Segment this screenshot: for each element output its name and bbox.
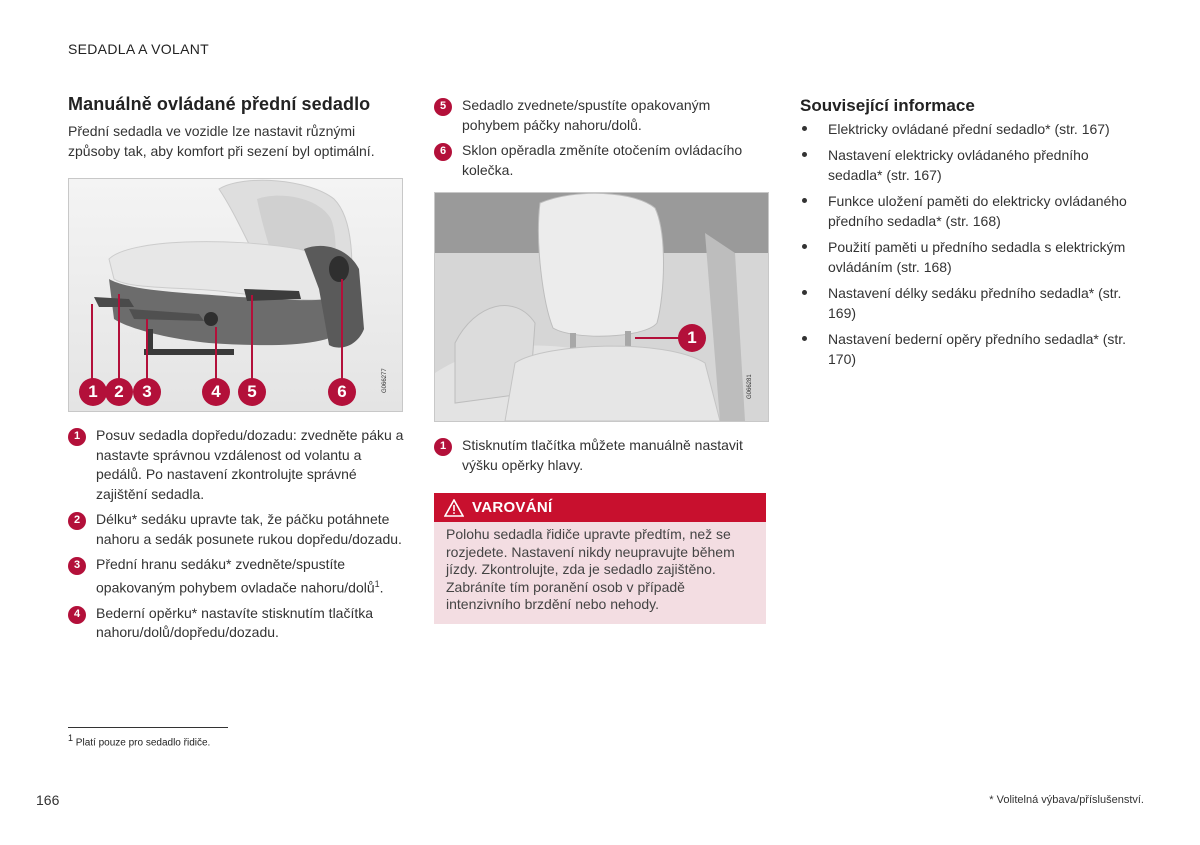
related-link-text[interactable]: Elektricky ovládané přední sedadlo* (str. 167): [828, 121, 1110, 137]
step-text: Sedadlo zvednete/spustíte opakovaným pohybem páčky nahoru/dolů.: [462, 97, 711, 133]
footnote-divider: [68, 727, 228, 728]
warning-box: [434, 493, 766, 624]
headrest-figure: [434, 192, 769, 422]
related-link[interactable]: [800, 283, 1130, 323]
related-link[interactable]: [800, 191, 1130, 231]
callout-headrest-1: 1: [678, 324, 706, 352]
list-item: [434, 96, 768, 135]
seat-illustration: [69, 179, 402, 411]
list-item: [434, 436, 768, 475]
related-link-text[interactable]: Funkce uložení paměti do elektricky ovládaného předního sedadla* (str. 168): [828, 193, 1127, 229]
footnote-text: Platí pouze pro sedadlo řidiče.: [75, 737, 211, 749]
callout-3: 3: [133, 378, 161, 406]
related-info-title: Související informace: [800, 96, 975, 115]
step-text: Délku* sedáku upravte tak, že páčku potáhnete nahoru a sedák posunete rukou dopředu/dozadu.: [96, 511, 402, 547]
bullet-icon: [802, 336, 807, 341]
step-number-badge: 4: [68, 606, 86, 624]
bullet-icon: [802, 126, 807, 131]
step-text: Posuv sedadla dopředu/dozadu: zvedněte páku a nastavte správnou vzdálenost od volantu a pedálů. Po nastavení zkontrolujte správné zajištění sedadla.: [96, 427, 404, 502]
column-middle: [434, 96, 768, 624]
callout-1: 1: [79, 378, 107, 406]
callout-2: 2: [105, 378, 133, 406]
related-link[interactable]: [800, 145, 1130, 185]
section-title: Manuálně ovládané přední sedadlo: [68, 94, 371, 114]
step-text: Přední hranu sedáku* zvedněte/spustíte opakovaným pohybem ovladače nahoru/dolů: [96, 556, 375, 596]
step-number-badge: 3: [68, 557, 86, 575]
bullet-icon: [802, 198, 807, 203]
step-text: Sklon opěradla změníte otočením ovládacího kolečka.: [462, 142, 743, 178]
page-number: 166: [36, 792, 60, 808]
related-link-text[interactable]: Nastavení délky sedáku předního sedadla* (str. 169): [828, 285, 1122, 321]
steps-list-1-4: [68, 426, 404, 643]
list-item: [68, 510, 404, 549]
optional-equipment-note: * Volitelná výbava/příslušenství.: [989, 794, 1144, 806]
warning-triangle-icon: [444, 499, 464, 517]
step-text: Stisknutím tlačítka můžete manuálně nastavit výšku opěrky hlavy.: [462, 437, 743, 473]
related-link[interactable]: [800, 119, 1130, 139]
column-left: [68, 94, 404, 649]
footnote-number: 1: [68, 733, 74, 743]
footnote: [68, 733, 210, 748]
step-number-badge: 6: [434, 143, 452, 161]
column-right: [800, 96, 1130, 375]
steps-list-5-6: [434, 96, 768, 180]
headrest-illustration: [435, 193, 768, 421]
list-item: [434, 141, 768, 180]
warning-title: VAROVÁNÍ: [472, 499, 553, 516]
related-link[interactable]: [800, 329, 1130, 369]
footnote-ref: 1: [374, 578, 380, 589]
list-item: [68, 555, 404, 598]
seat-controls-figure: [68, 178, 403, 412]
step-text-end: .: [379, 579, 384, 596]
headrest-step-list: [434, 436, 768, 475]
related-info-list: [800, 119, 1130, 369]
warning-text: Polohu sedadla řidiče upravte předtím, než se rozjedete. Nastavení nikdy neupravujte během jízdy. Zkontrolujte, zda je sedadlo zajištěno. Zabráníte tím poranění osob v případě intenzivního brzdění nebo nehody.: [446, 526, 735, 612]
step-number-badge: 1: [68, 428, 86, 446]
bullet-icon: [802, 152, 807, 157]
callout-4: 4: [202, 378, 230, 406]
intro-text: Přední sedadla ve vozidle lze nastavit různými způsoby tak, aby komfort při sezení byl optimální.: [68, 123, 375, 159]
step-text: Bederní opěrku* nastavíte stisknutím tlačítka nahoru/dolů/dopředu/dozadu.: [96, 604, 374, 641]
step-number-badge: 1: [434, 438, 452, 456]
figure-code: G066277: [382, 368, 388, 393]
list-item: [68, 604, 404, 643]
step-number-badge: 5: [434, 98, 452, 116]
related-link-text[interactable]: Nastavení bederní opěry předního sedadla* (str. 170): [828, 331, 1127, 367]
callout-6: 6: [328, 378, 356, 406]
related-link-text[interactable]: Nastavení elektricky ovládaného předního sedadla* (str. 167): [828, 147, 1089, 183]
running-header: SEDADLA A VOLANT: [68, 41, 209, 57]
related-link[interactable]: [800, 237, 1130, 277]
bullet-icon: [802, 290, 807, 295]
related-link-text[interactable]: Použití paměti u předního sedadla s elektrickým ovládáním (str. 168): [828, 239, 1126, 275]
list-item: [68, 426, 404, 504]
warning-header: [434, 493, 766, 522]
figure-code: G066281: [747, 374, 753, 399]
bullet-icon: [802, 244, 807, 249]
step-number-badge: 2: [68, 512, 86, 530]
callout-5: 5: [238, 378, 266, 406]
